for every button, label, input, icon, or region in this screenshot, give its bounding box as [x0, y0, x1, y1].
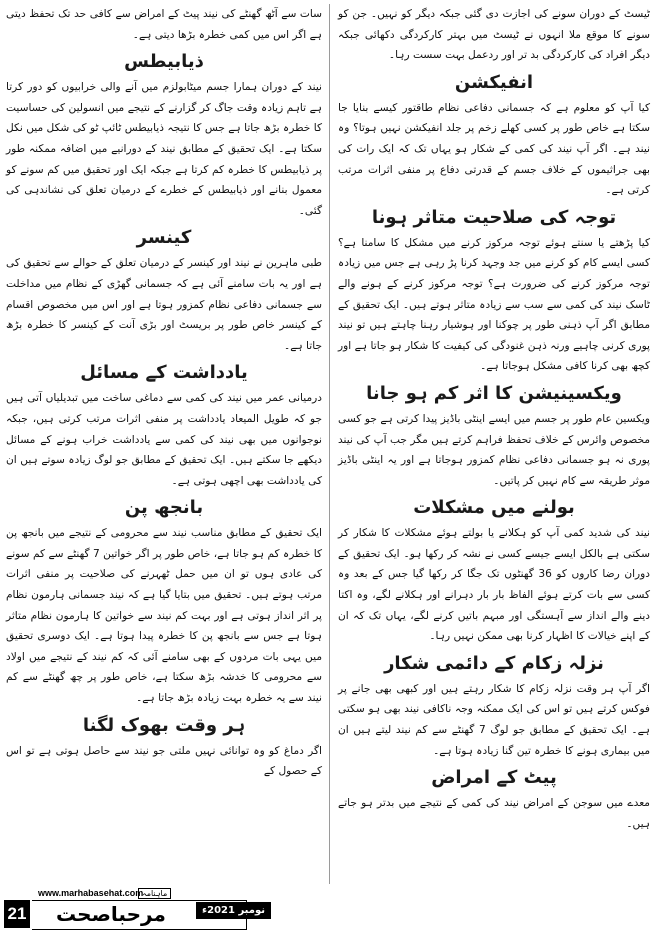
section-heading: ویکسینیشن کا اثر کم ہو جانا — [366, 382, 622, 404]
section-heading: نزلہ زکام کے دائمی شکار — [384, 652, 604, 674]
body-paragraph: کیا پڑھتے یا سنتے ہوئے توجہ مرکوز کرنے میں مشکل کا سامنا ہے؟ کسی ایسے کام کو کرنے میں جد وجہد کرنا پڑ رہی ہے جس میں زیادہ توجہ مرکوز کرنے کی ضرورت ہے؟ توجہ مرکوز کرنے کے ہونے والے ٹاسک نیند کی کمی سے سب سے زیادہ متاثر ہوتے ہیں۔ ایک تحقیق کے مطابق اگر آپ ذہنی طور پر چوکنا اور ہوشیار رہنا چاہتے ہیں تو نیند پوری کرنی چاہیے ورنہ ذہن غنودگی کی کیفیت کا شکار ہو جاتا ہے اور کچھ بھی کرنا کافی مشکل ہوجاتا ہے۔ — [338, 236, 650, 373]
section-heading: بانجھ پن — [124, 497, 204, 519]
body-paragraph: ایک تحقیق کے مطابق مناسب نیند سے محرومی کے نتیجے میں بانجھ پن کا خطرہ کم ہو جاتا ہے، خاص طور پر اگر خواتین 7 گھنٹے سے کم سونے کی عادی ہوں تو ان میں حمل ٹھہرنے کی صلاحیت پر منفی اثرات مرتب ہوتے ہیں۔ تحقیق میں بتایا گیا ہے کہ نیند جسمانی ہارمون نظام پر اثر انداز ہوتی ہے اور بہت کم نیند سے خواتین کا ہارمون نظام متاثر ہوتا ہے جس سے بانجھ پن کا خطرہ پیدا ہوتا ہے۔ ایک دوسری تحقیق میں یہی بات مردوں کے بھی سامنے آئی کہ کم نیند کے نتیجے میں اولاد سے محرومی کا خدشہ بڑھ سکتا ہے، خاص طور پر چھ گھنٹے سے کم نیند سے یہ خطرہ بہت زیادہ بڑھ جاتا ہے۔ — [6, 527, 322, 705]
magazine-logo: مرحباصحت — [56, 902, 166, 926]
section-heading: پیٹ کے امراض — [431, 767, 557, 789]
section-heading: ذیابیطس — [124, 51, 204, 73]
body-paragraph: طبی ماہرین نے نیند اور کینسر کے درمیان تعلق کے حوالے سے تحقیق کی ہے اور یہ بات سامنے آئی ہے کہ جسمانی گھڑی کے نظام میں مداخلت سے جسمانی دفاعی نظام کمزور ہوتا ہے اور اس میں مخصوص اقسام کے کینسر خاص طور پر بریسٹ اور بڑی آنت کے کینسر کا خطرہ بڑھ جاتا ہے۔ — [6, 257, 322, 352]
section-heading: انفیکشن — [454, 71, 534, 93]
body-paragraph: ویکسین عام طور پر جسم میں ایسے اینٹی باڈیز پیدا کرتی ہے جو کسی مخصوص وائرس کے خلاف تحفظ فراہم کرتے ہیں مگر جب آپ کی نیند پوری نہ ہو جسمانی دفاعی نظام کمزور ہوجاتا ہے اور یہ اینٹی باڈیز موثر طریقہ سے کام نہیں کر پاتیں۔ — [338, 412, 650, 487]
column-divider — [329, 4, 330, 884]
left-column — [6, 4, 322, 782]
section-heading: ہر وقت بھوک لگنا — [82, 714, 246, 736]
section-heading: بولنے میں مشکلات — [413, 497, 575, 519]
right-column — [338, 4, 650, 834]
section-heading: توجہ کی صلاحیت متاثر ہونا — [371, 206, 617, 228]
page-number: 21 — [4, 900, 30, 928]
body-paragraph: اگر آپ ہر وقت نزلہ زکام کا شکار رہتے ہیں اور کبھی بھی جانے پر فوکس کرتے ہیں تو اس کی ایک ممکنہ وجہ ناکافی نیند بھی ہو سکتی ہے۔ ایک تحقیق کے مطابق جو لوگ 7 گھنٹے سے کم نیند لیتے ہیں ان میں بیماری ہونے کا خطرہ تین گنا زیادہ ہوتا ہے۔ — [338, 682, 650, 757]
section-heading: کینسر — [136, 227, 192, 249]
body-paragraph: درمیانی عمر میں نیند کی کمی سے دماغی ساخت میں تبدیلیاں آتی ہیں جو کہ طویل المیعاد یادداشت پر منفی اثرات مرتب کرتی ہیں، جبکہ نوجوانوں میں بھی نیند کی کمی سے یادداشت خراب ہونے کے مسائل دیکھے جا سکتے ہیں۔ ایک تحقیق کے مطابق جو لوگ زیادہ سوتے ہیں ان کی یادداشت بھی اچھی ہوتی ہے۔ — [6, 392, 322, 487]
body-paragraph: ٹیسٹ کے دوران سونے کی اجازت دی گئی جبکہ دیگر کو نہیں۔ جن کو سونے کا موقع ملا انہوں نے ٹیسٹ میں بہتر کارکردگی دکھائی جبکہ دیگر افراد کی کارکردگی بد تر اور ردعمل بہت سست رہا۔ — [338, 8, 650, 62]
section-heading: یادداشت کے مسائل — [80, 362, 248, 384]
body-paragraph: کیا آپ کو معلوم ہے کہ جسمانی دفاعی نظام طاقتور کیسے بنایا جا سکتا ہے خاص طور پر کسی کھلے زخم پر جلد انفیکشن نہیں ہوتا؟ وہ نیند ہے۔ اگر آپ نیند کی کمی کے شکار ہو یہاں تک کہ ایک رات کی بھی جراثیموں کے خلاف جسم کے قدرتی دفاع پر منفی اثرات مرتب کرتی ہے۔ — [338, 101, 650, 197]
body-paragraph: نیند کی شدید کمی آپ کو ہکلانے یا بولتے ہوئے مشکلات کا شکار کر سکتی ہے بالکل ایسے جیسے کسی نے نشہ کر رکھا ہو۔ ایک تحقیق کے دوران رضا کاروں کو 36 گھنٹوں تک جگا کر رکھا گیا جس کے بعد وہ کسی سے بات کرتے ہوئے الفاظ بار بار دہرانے اور ہکلانے لگے، وہ اکتا دینے والے انداز سے آہستگی اور مبہم باتیں کرنے لگے، یہاں تک کہ ان کے اپنے خیالات کا اظہار کرنا بھی ممکن نہیں رہا۔ — [338, 527, 650, 643]
body-paragraph: اگر دماغ کو وہ توانائی نہیں ملتی جو نیند سے حاصل ہوتی ہے تو اس کے حصول کے — [6, 744, 322, 778]
body-paragraph: سات سے آٹھ گھنٹے کی نیند پیٹ کے امراض سے کافی حد تک تحفظ دیتی ہے اگر اس میں کمی خطرہ بڑھا دیتی ہے۔ — [6, 8, 322, 41]
body-paragraph: معدے میں سوجن کے امراض نیند کی کمی کے نتیجے میں بدتر ہو جاتے ہیں۔ — [338, 797, 650, 830]
monthly-label: ماہنامہ — [138, 888, 171, 899]
page-footer — [0, 886, 658, 935]
issue-date: نومبر 2021ء — [196, 902, 271, 919]
body-paragraph: نیند کے دوران ہمارا جسم میٹابولزم میں آنے والی خرابیوں کو دور کرتا ہے تاہم زیادہ وقت جاگ کر گزارنے کے نتیجے میں انسولین کی حساسیت کا خطرہ بڑھ جاتا ہے جس کا نتیجہ ذیابیطس ٹائپ ٹو کی شکل میں نکل سکتا ہے۔ ایک تحقیق کے مطابق نیند کے دورانیے میں اضافہ ممکنہ طور پر ذیابیطس کا خطرہ کم کرتا ہے جبکہ ایک اور تحقیق میں کم سونے کو معمول بنانے اور ذیابیطس کے خطرے کے درمیان تعلق کی نشاندہی کی گئی۔ — [6, 81, 322, 217]
website-link[interactable]: www.marhabasehat.com — [38, 888, 144, 898]
